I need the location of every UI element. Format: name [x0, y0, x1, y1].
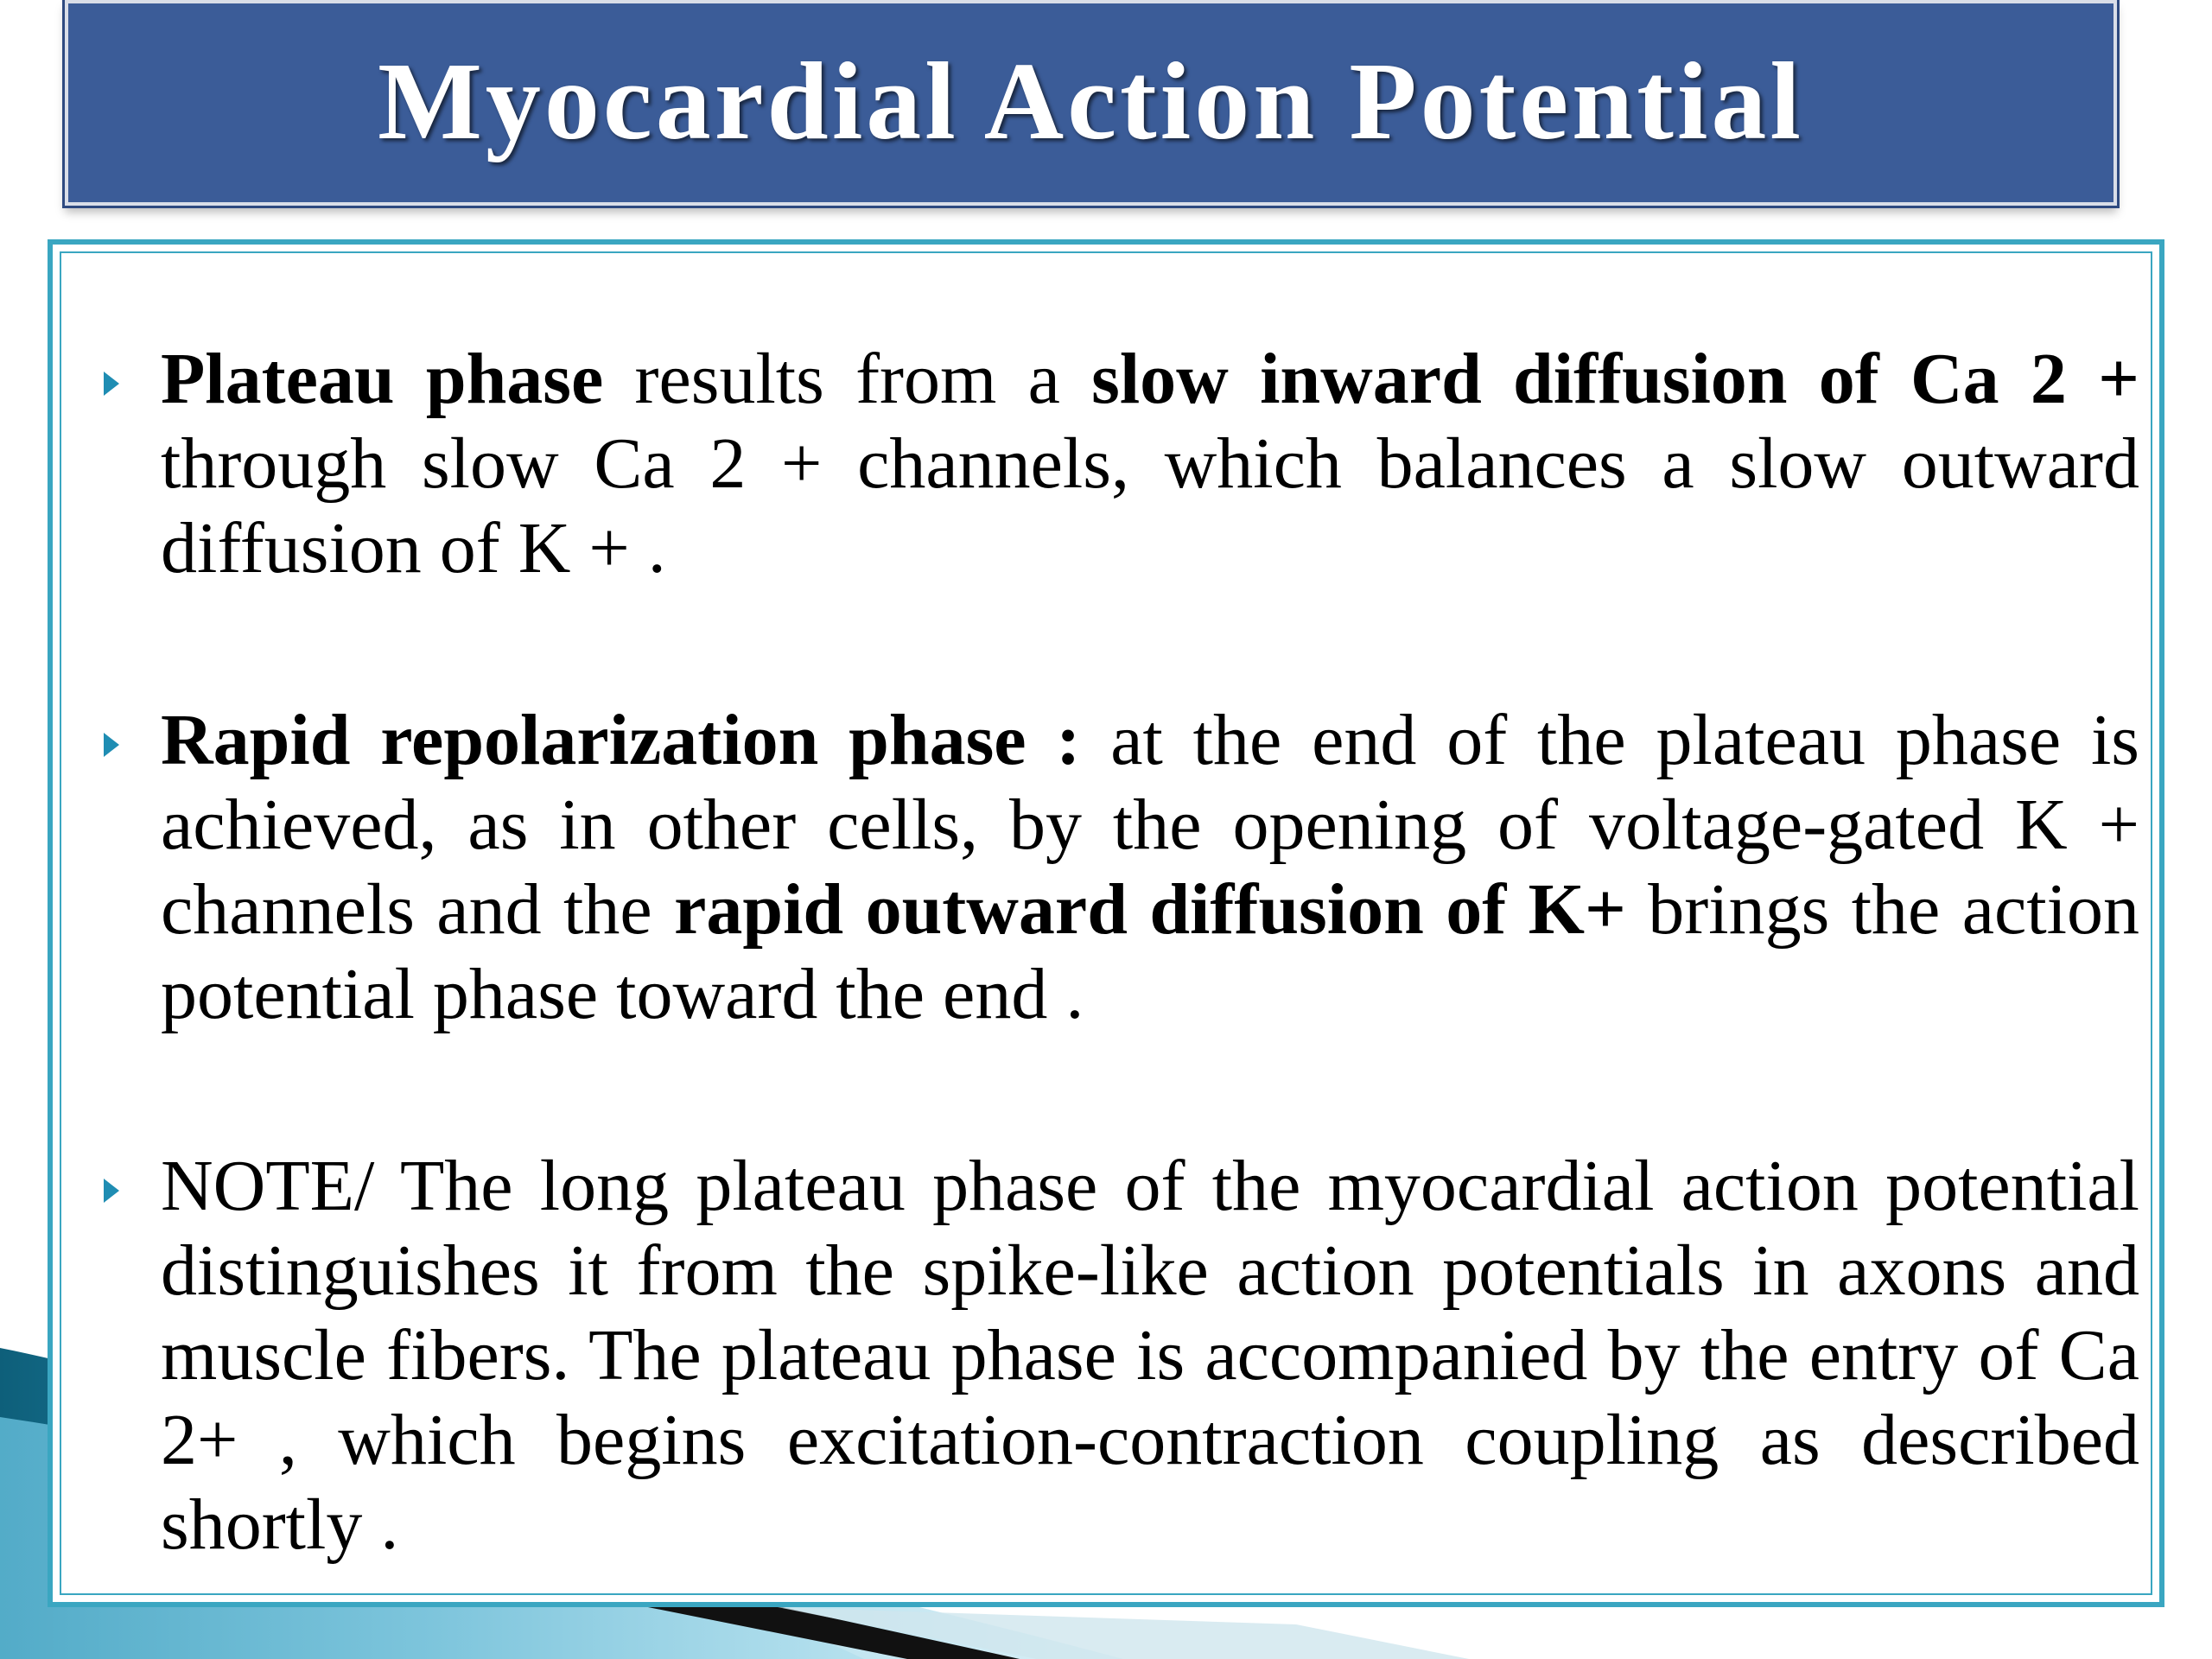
bullet-item [161, 337, 2139, 591]
bullet-3-part-1: NOTE/ The long plateau phase of the myocardial action potential distinguishes it from the spike-like action potentials in axons and muscle fibers. The plateau phase is accompanied by the entry of Ca 2+ , which begins excitation-contraction coupling as described shortly . [161, 1146, 2139, 1565]
bullet-text [161, 700, 2139, 1034]
triangle-right-icon [104, 372, 119, 396]
triangle-right-icon [104, 1179, 119, 1203]
bullet-text [161, 339, 2139, 588]
bullet-text [161, 1146, 2139, 1565]
bullet-2-part-4: brings the action potential phase toward the end . [161, 869, 2139, 1034]
bullet-1-part-2: results from a [603, 339, 1092, 419]
bullet-2-part-1: Rapid repolarization phase : [161, 700, 1081, 780]
bullet-1-part-1: Plateau phase [161, 339, 604, 419]
title-bar [65, 0, 2117, 206]
triangle-right-icon [104, 733, 119, 757]
bullet-item [161, 698, 2139, 1037]
bullet-2-part-2: at the end of the plateau phase is achieved, as in other cells, by the opening of voltage-gated K + channels and the [161, 700, 2139, 950]
bullet-2-part-3: rapid outward diffusion of K+ [674, 869, 1626, 950]
bullet-list [161, 337, 2139, 1659]
bullet-item [161, 1144, 2139, 1567]
bullet-1-part-3: slow inward diffusion of Ca 2 + [1091, 339, 2139, 419]
bullet-1-part-4: through slow Ca 2 + channels, which balances a slow outward diffusion of K + . [161, 423, 2139, 588]
slide-title: Myocardial Action Potential [378, 39, 1804, 162]
